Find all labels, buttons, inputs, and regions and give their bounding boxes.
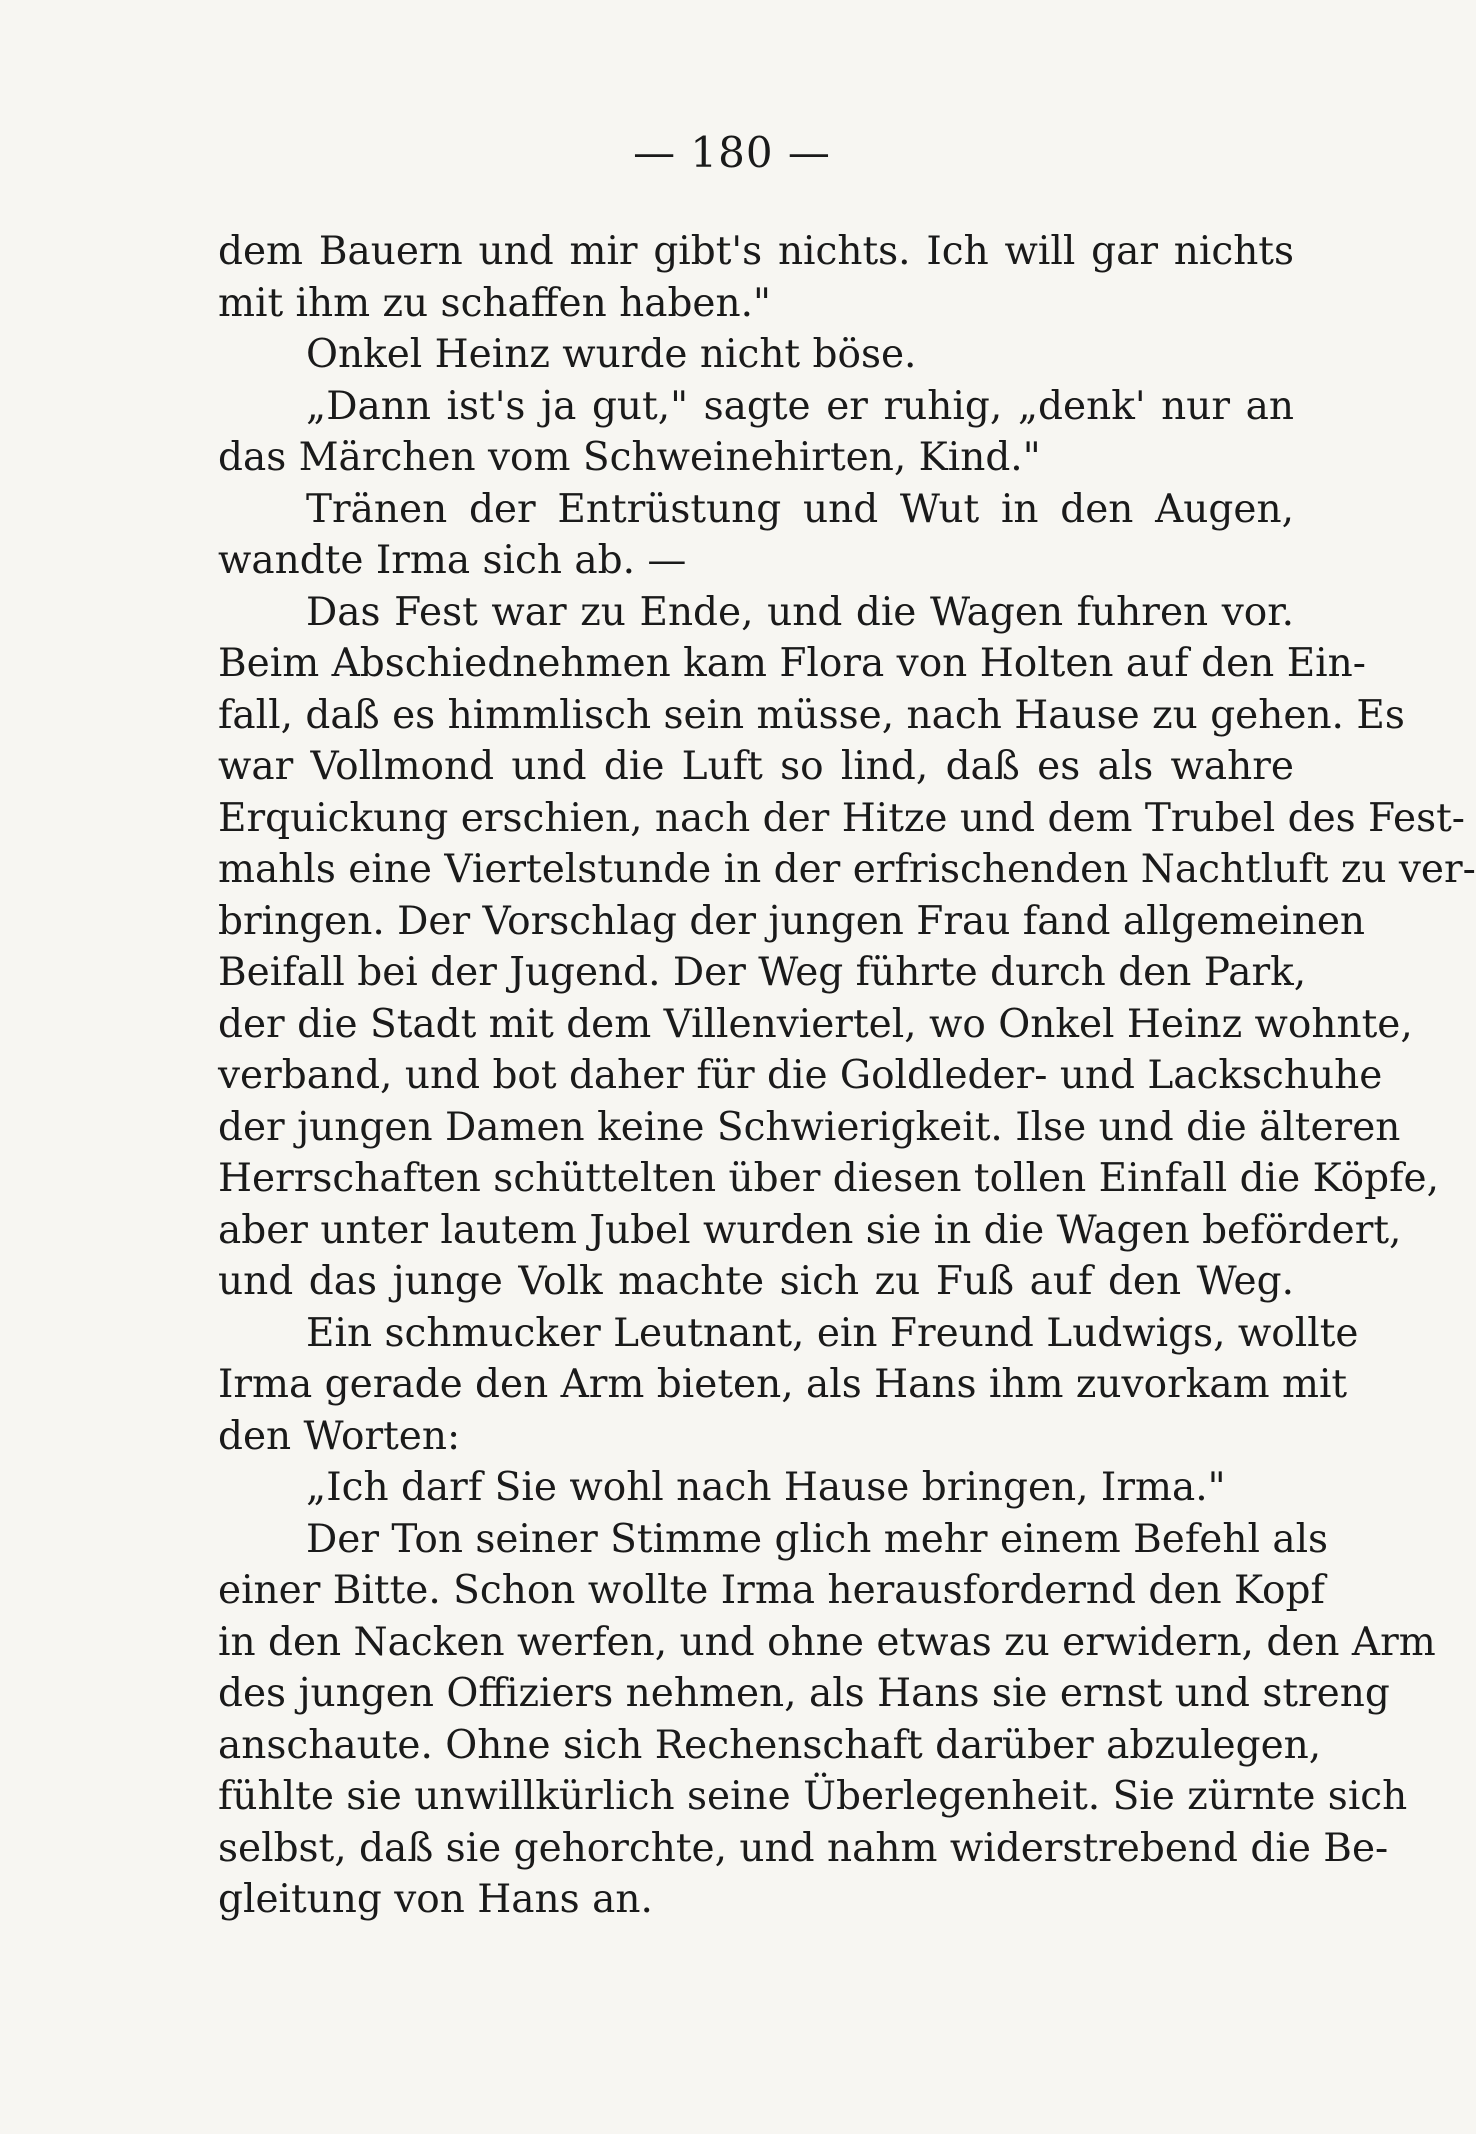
text-line: selbst, daß sie gehorchte, und nahm widerstrebend die Be- [218,1825,1389,1871]
text-line: mit ihm zu schaffen haben." [218,280,771,326]
text-line: aber unter lautem Jubel wurden sie in die Wagen befördert, [218,1207,1402,1253]
text-line: mahls eine Viertelstunde in der erfrischenden Nachtluft zu ver- [218,847,1476,892]
text-line: einer Bitte. Schon wollte Irma herausfordernd den Kopf [218,1568,1325,1613]
text-line: Irma gerade den Arm bieten, als Hans ihm zuvorkam mit [218,1362,1348,1407]
text-line: den Worten: [218,1413,461,1459]
text-line: fall, daß es himmlisch sein müsse, nach Hause zu gehen. Es [218,692,1405,738]
text-line: gleitung von Hans an. [218,1877,653,1922]
page-number: — 180 — [633,128,831,177]
text-line: „Dann ist's ja gut," sagte er ruhig, „denk' nur an [306,383,1294,429]
text-line: das Märchen vom Schweinehirten, Kind." [218,435,1041,480]
text-line: und das junge Volk machte sich zu Fuß auf den Weg. [218,1259,1294,1304]
text-line: Onkel Heinz wurde nicht böse. [306,332,917,377]
text-line: „Ich darf Sie wohl nach Hause bringen, Irma." [306,1465,1226,1510]
text-line: Tränen der Entrüstung und Wut in den Augen, [306,486,1294,532]
text-line: Beim Abschiednehmen kam Flora von Holten auf den Ein- [218,641,1366,686]
text-line: dem Bauern und mir gibt's nichts. Ich will gar nichts [218,229,1294,274]
text-line: Der Ton seiner Stimme glich mehr einem Befehl als [306,1516,1329,1562]
text-line: Das Fest war zu Ende, und die Wagen fuhren vor. [306,589,1294,635]
text-line: der die Stadt mit dem Villenviertel, wo Onkel Heinz wohnte, [218,1001,1413,1047]
text-line: des jungen Offiziers nehmen, als Hans sie ernst und streng [218,1671,1390,1716]
text-line: bringen. Der Vorschlag der jungen Frau fand allgemeinen [218,898,1366,944]
text-line: wandte Irma sich ab. — [218,538,687,583]
text-line: fühlte sie unwillkürlich seine Überlegenheit. Sie zürnte sich [218,1774,1408,1819]
text-line: Ein schmucker Leutnant, ein Freund Ludwigs, wollte [306,1310,1359,1356]
text-line: anschaute. Ohne sich Rechenschaft darüber abzulegen, [218,1722,1322,1768]
text-line: Herrschaften schüttelten über diesen tollen Einfall die Köpfe, [218,1156,1440,1201]
text-line: in den Nacken werfen, und ohne etwas zu erwidern, den Arm [218,1619,1436,1665]
text-line: der jungen Damen keine Schwierigkeit. Ilse und die älteren [218,1104,1401,1150]
body-text [218,226,1476,1926]
text-line: Beifall bei der Jugend. Der Weg führte durch den Park, [218,950,1307,995]
text-line: verband, und bot daher für die Goldleder- und Lackschuhe [218,1053,1383,1098]
text-line: Erquickung erschien, nach der Hitze und dem Trubel des Fest- [218,795,1465,841]
text-line: war Vollmond und die Luft so lind, daß es als wahre [218,744,1294,789]
